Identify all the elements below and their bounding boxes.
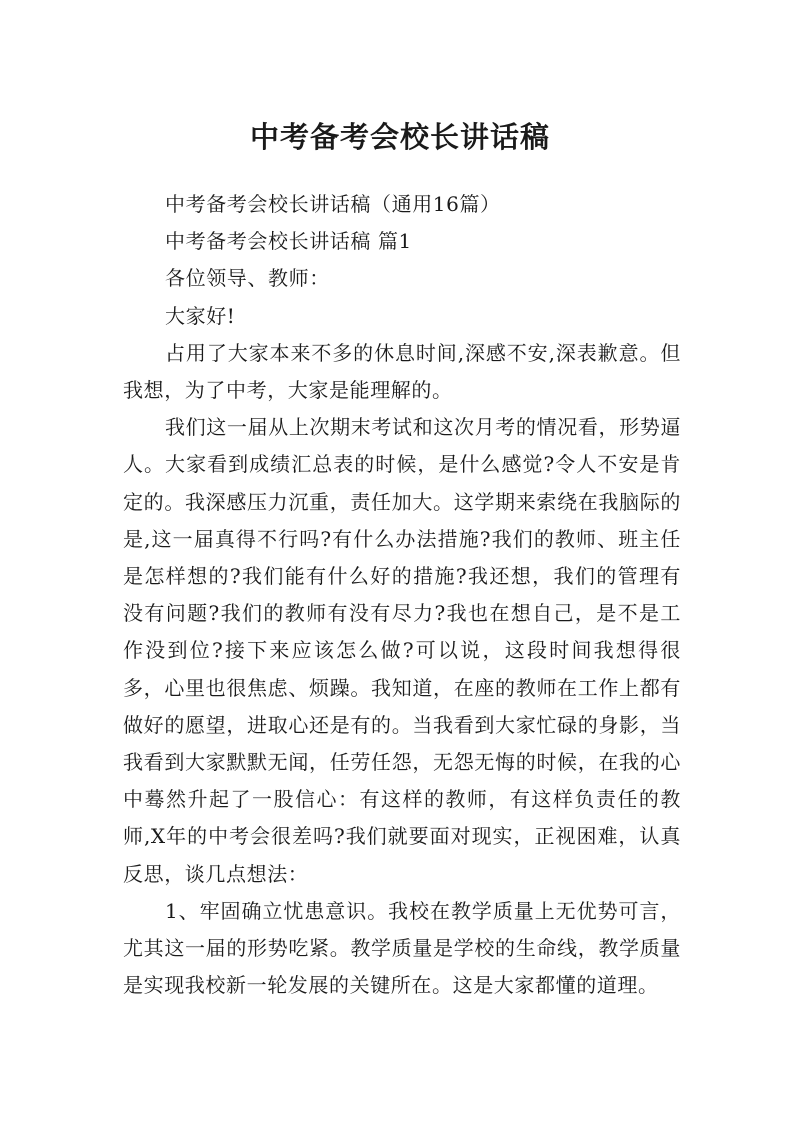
paragraph-salutation: 各位领导、教师：: [165, 266, 330, 291]
paragraph-greeting: 大家好!: [165, 303, 236, 328]
paragraph-subtitle: 中考备考会校长讲话稿（通用16篇）: [165, 192, 501, 216]
document-body: [123, 186, 681, 1004]
paragraph-situation: 我们这一届从上次期末考试和这次月考的情况看，形势逼人。大家看到成绩汇总表的时候，是什么感觉?令人不安是肯定的。我深感压力沉重，责任加大。这学期来索绕在我脑际的是,这一届真得不行吗?有什么办法措施?我们的教师、班主任是怎样想的?我们能有什么好的措施?我还想，我们的管理有没有问题?我们的教师有没有尽力?我也在想自己，是不是工作没到位?接下来应该怎么做?可以说，这段时间我想得很多，心里也很焦虑、烦躁。我知道，在座的教师在工作上都有做好的愿望，进取心还是有的。当我看到大家忙碌的身影，当我看到大家默默无闻，任劳任怨，无怨无悔的时候，在我的心中蓦然升起了一股信心：有这样的教师，有这样负责任的教师,X年的中考会很差吗?我们就要面对现实，正视困难，认真反思，谈几点想法：: [123, 415, 681, 886]
paragraph-apology: 占用了大家本来不多的休息时间,深感不安,深表歉意。但我想，为了中考，大家是能理解的。: [123, 340, 681, 403]
paragraph-point-1: 1、牢固确立忧患意识。我校在教学质量上无优势可言，尤其这一届的形势吃紧。教学质量是学校的生命线，教学质量是实现我校新一轮发展的关键所在。这是大家都懂的道理。: [123, 898, 681, 998]
paragraph-section-heading: 中考备考会校长讲话稿 篇1: [165, 229, 412, 254]
document-title: 中考备考会校长讲话稿: [249, 120, 550, 155]
